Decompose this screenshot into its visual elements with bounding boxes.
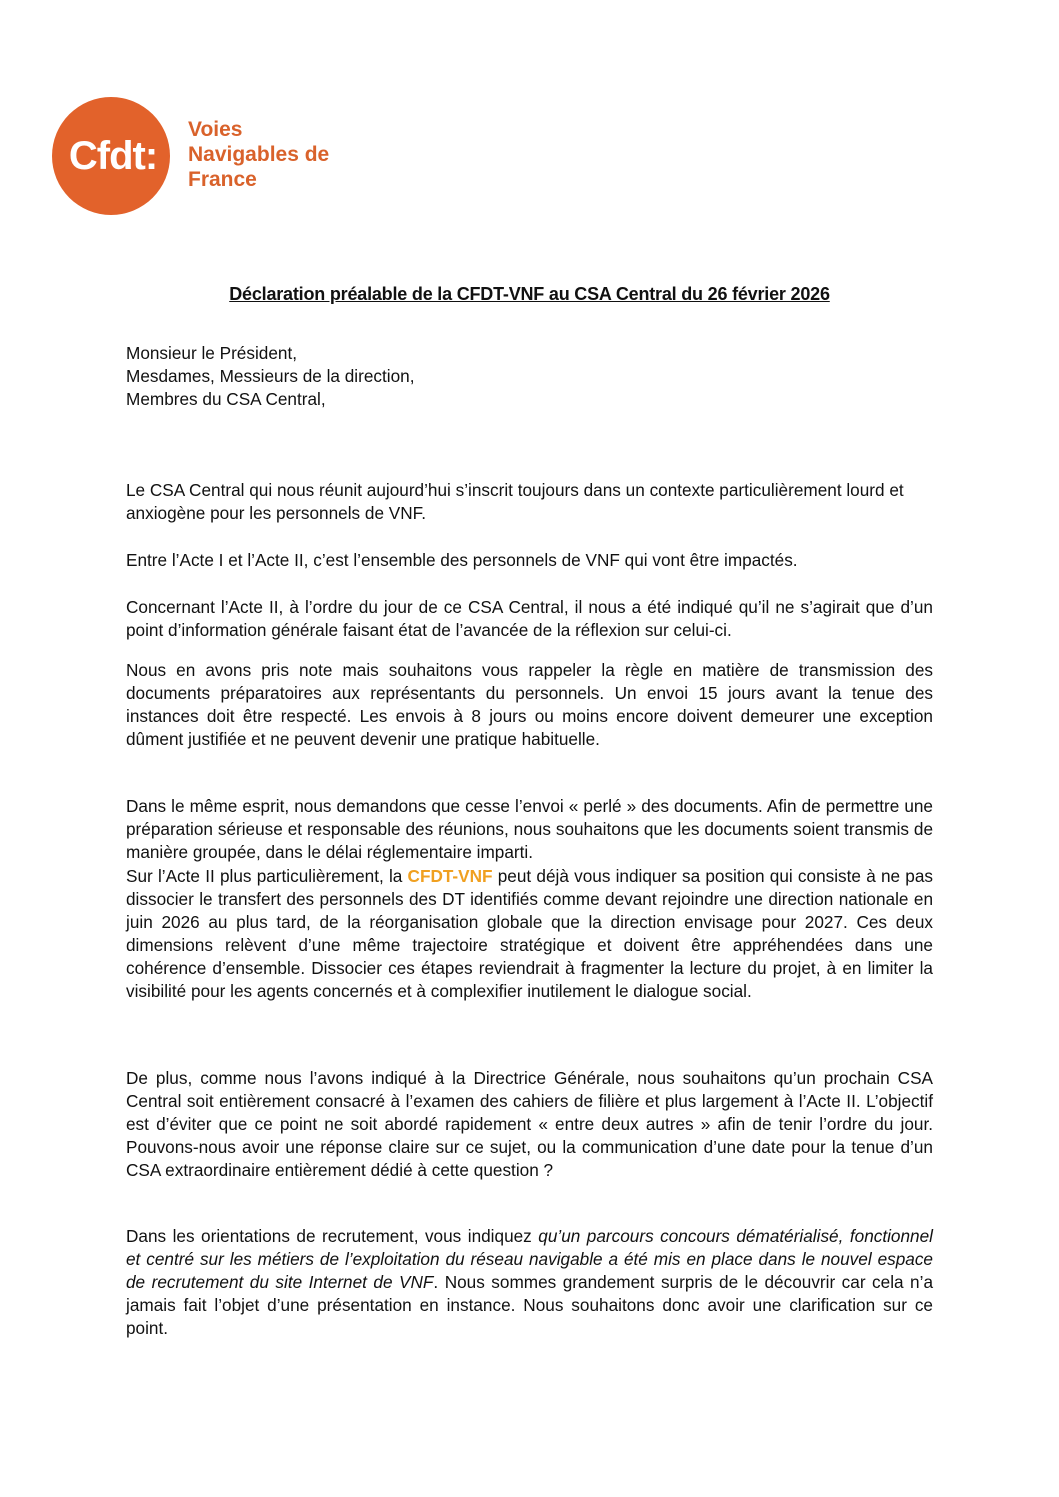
paragraph-csa-request: De plus, comme nous l’avons indiqué à la Directrice Générale, nous souhaitons qu’un prochain CSA Central soit entièrement consacré à l’examen des cahiers de filière et plus largement à l’Acte II. L’objectif est d’éviter que ce point ne soit abordé rapidement « entre deux autres » afin de tenir l’ordre du jour. Pouvons-nous avoir une réponse claire sur ce sujet, ou la communication d’une date pour la tenue d’un CSA extraordinaire entièrement dédié à cette question ? bbox=[126, 1068, 933, 1180]
paragraph-context: Le CSA Central qui nous réunit aujourd’hui s’inscrit toujours dans un contexte particulièrement lourd et anxiogène pour les personnels de VNF. bbox=[126, 480, 904, 523]
p6-text-before: Sur l’Acte II plus particulièrement, la bbox=[126, 866, 408, 886]
p8-text-after: . Nous sommes grandement surpris de le découvrir car cela n’a jamais fait l’objet d’une présentation en instance. Nous souhaitons donc avoir une clarification sur ce point. bbox=[126, 1272, 933, 1338]
cfdt-vnf-logo bbox=[52, 97, 352, 215]
logo-line-2: Navigables de bbox=[188, 143, 330, 166]
salutation bbox=[126, 342, 933, 411]
p8-italic-quote: qu’un parcours concours dématérialisé, fonctionnel et centré sur les métiers de l’exploitation du réseau navigable a été mis en place dans le nouvel espace de recrutement du site Internet de VNF bbox=[126, 1226, 933, 1292]
paragraph-cfdt-position bbox=[126, 865, 933, 1003]
salutation-line-1: Monsieur le Président, bbox=[126, 343, 298, 363]
logo-mark: Cfdt: bbox=[68, 133, 158, 178]
cfdt-logo-circle bbox=[52, 97, 170, 215]
salutation-line-2: Mesdames, Messieurs de la direction, bbox=[126, 366, 415, 386]
p8-text-before: Dans les orientations de recrutement, vous indiquez bbox=[126, 1226, 539, 1246]
logo-text bbox=[188, 117, 329, 192]
logo-line-3: France bbox=[188, 168, 257, 191]
cfdt-vnf-highlight: CFDT-VNF bbox=[407, 866, 493, 886]
paragraph-envoi-perle: Dans le même esprit, nous demandons que cesse l’envoi « perlé » des documents. Afin de permettre une préparation sérieuse et responsable des réunions, nous souhaitons que les documents soient transmis de manière groupée, dans le délai réglementaire imparti. bbox=[126, 796, 933, 862]
salutation-line-3: Membres du CSA Central, bbox=[126, 389, 326, 409]
logo-line-1: Voies bbox=[188, 118, 243, 141]
paragraph-recrutement bbox=[126, 1225, 933, 1340]
document-title: Déclaration préalable de la CFDT-VNF au CSA Central du 26 février 2026 bbox=[229, 284, 830, 304]
paragraph-acte-impact: Entre l’Acte I et l’Acte II, c’est l’ensemble des personnels de VNF qui vont être impactés. bbox=[126, 550, 798, 570]
p6-text-after: peut déjà vous indiquer sa position qui consiste à ne pas dissocier le transfert des personnels des DT identifiés comme devant rejoindre une direction nationale en juin 2026 au plus tard, de la réorganisation globale que la direction envisage pour 2027. Ces deux dimensions relèvent d’une même trajectoire stratégique et doivent être appréhendées dans une cohérence d’ensemble. Dissocier ces étapes reviendrait à fragmenter la lecture du projet, à en limiter la visibilité pour les agents concernés et à complexifier inutilement le dialogue social. bbox=[126, 866, 933, 1001]
paragraph-document-transmission: Nous en avons pris note mais souhaitons vous rappeler la règle en matière de transmission des documents préparatoires aux représentants du personnels. Un envoi 15 jours avant la tenue des instances doit être respecté. Les envois à 8 jours ou moins encore doivent demeurer une exception dûment justifiée et ne peuvent devenir une pratique habituelle. bbox=[126, 660, 933, 749]
paragraph-acte-ii-info: Concernant l’Acte II, à l’ordre du jour de ce CSA Central, il nous a été indiqué qu’il ne s’agirait que d’un point d’information générale faisant état de l’avancée de la réflexion sur celui-ci. bbox=[126, 597, 933, 640]
